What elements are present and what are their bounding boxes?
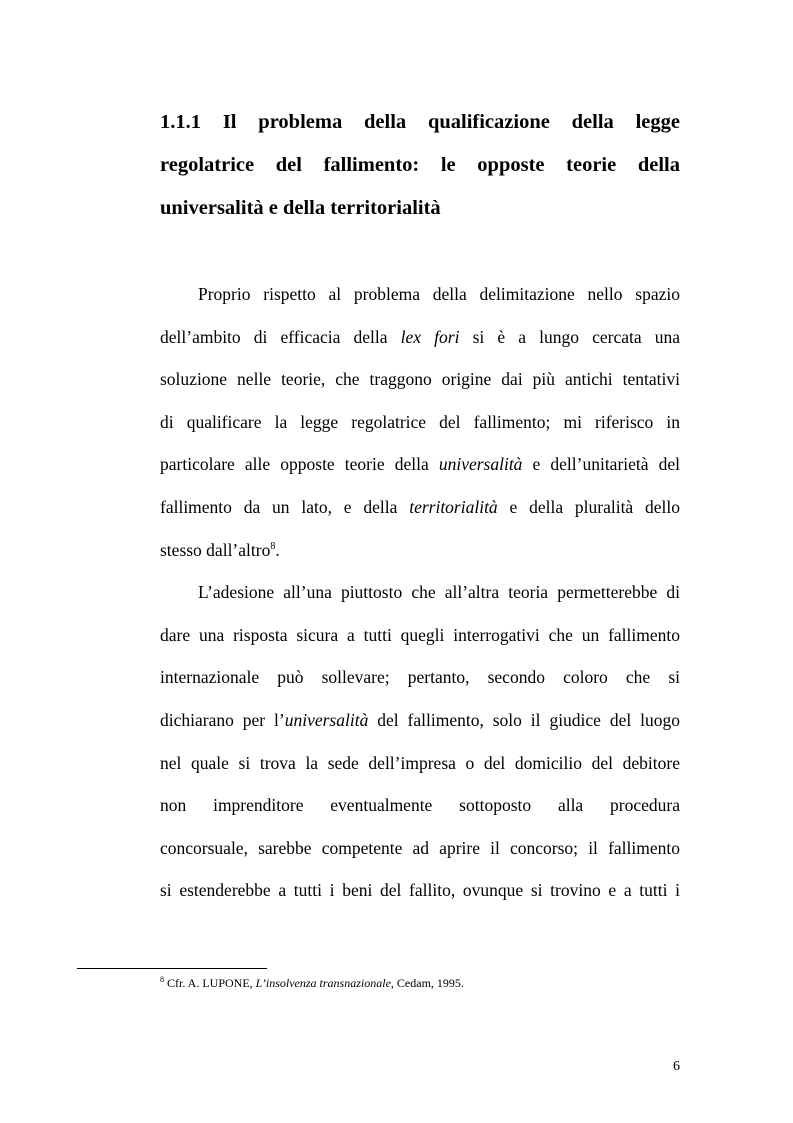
text-line: Proprio rispetto al problema della delimitazione nello spazio (198, 284, 680, 304)
text-line: concorsuale, sarebbe competente ad aprire il concorso; il fallimento (160, 837, 680, 858)
italic-term: universalità (438, 454, 523, 475)
heading-line: regolatrice del fallimento: le opposte teorie della (160, 154, 680, 176)
footnote-title: L’insolvenza transnazionale (255, 976, 391, 990)
text-line: internazionale può sollevare; pertanto, secondo coloro che si (160, 667, 680, 688)
footnote-suffix: , Cedam, 1995. (390, 976, 464, 990)
footnote-divider (77, 968, 267, 969)
footnote-prefix: Cfr. A. LUPONE, (164, 976, 256, 990)
italic-term: lex fori (400, 326, 460, 347)
footnote-reference[interactable]: 8 (270, 540, 276, 552)
text-line: si estenderebbe a tutti i beni del fallito, ovunque si trovino e a tutti i (160, 880, 680, 901)
body-text (160, 273, 680, 912)
italic-term: territorialità (409, 496, 498, 517)
text-line: particolare alle opposte teorie della universalità e dell’unitarietà del (160, 454, 681, 475)
text-line: dell’ambito di efficacia della lex fori si è a lungo cercata una (160, 326, 680, 347)
text-line: dichiarano per l’universalità del fallimento, solo il giudice del luogo (160, 709, 681, 730)
text-line: di qualificare la legge regolatrice del fallimento; mi riferisco in (160, 411, 680, 432)
section-heading (160, 101, 680, 230)
text-line: nel quale si trova la sede dell’impresa o del domicilio del debitore (160, 752, 680, 773)
page-number: 6 (673, 1059, 680, 1074)
text-line: stesso dall’altro$^8$. (160, 539, 280, 560)
text-line: dare una risposta sicura a tutti quegli interrogativi che un fallimento (160, 624, 680, 645)
text-line: L’adesione all’una piuttosto che all’altra teoria permetterebbe di (198, 582, 680, 603)
paragraph-1 (160, 273, 680, 571)
paragraph-2 (160, 571, 680, 912)
footnote (160, 975, 680, 991)
text-line: non imprenditore eventualmente sottoposto alla procedura (160, 795, 680, 816)
text-line: soluzione nelle teorie, che traggono origine dai più antichi tentativi (160, 369, 680, 390)
italic-term: universalità (284, 709, 369, 730)
footnote-number: 8 (160, 975, 164, 984)
heading-line: universalità e della territorialità (160, 197, 441, 219)
text-line: fallimento da un lato, e della territorialità e della pluralità dello (160, 496, 681, 517)
heading-line: 1.1.1 Il problema della qualificazione della legge (160, 111, 680, 133)
